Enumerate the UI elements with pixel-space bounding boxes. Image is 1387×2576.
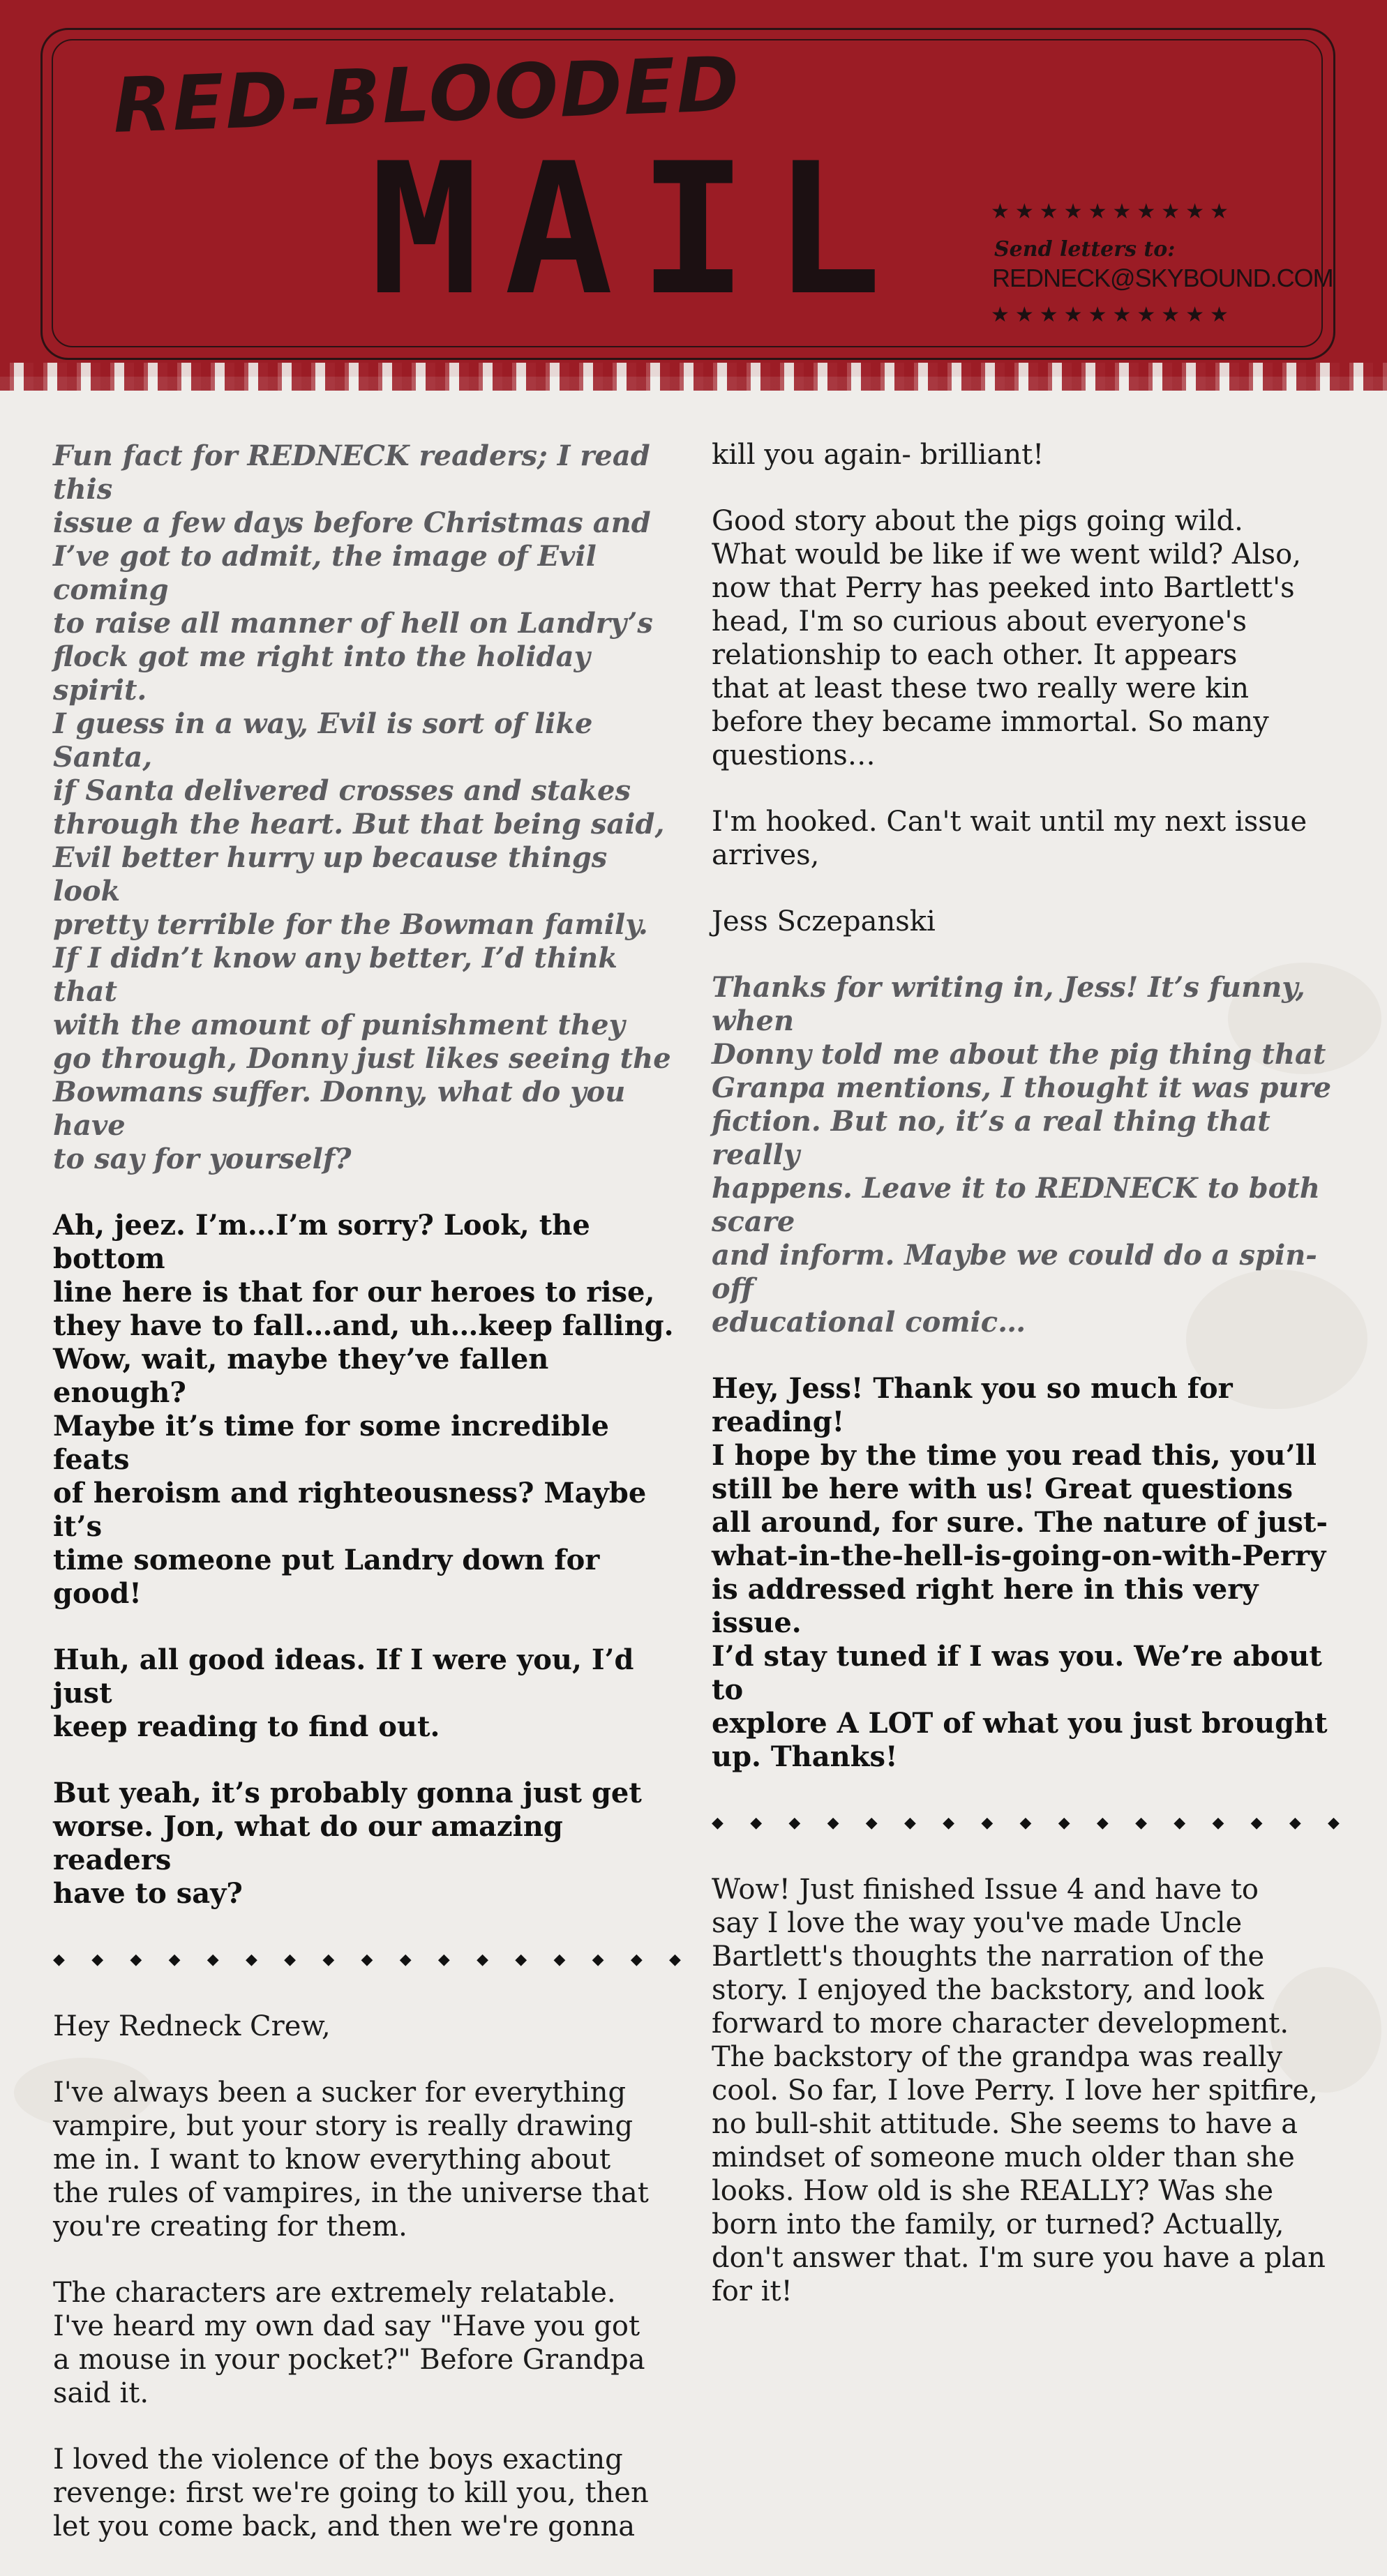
divider-diamond: ◆: [477, 1951, 488, 1968]
divider-diamond: ◆: [865, 1814, 878, 1832]
divider-diamond: ◆: [592, 1951, 604, 1968]
divider-diamond: ◆: [1250, 1814, 1263, 1832]
divider-diamond: ◆: [630, 1951, 643, 1968]
editor-reply: But yeah, it’s probably gonna just get worse. Jon, what do our amazing readers have to say?: [53, 1777, 642, 1910]
divider-diamond: ◆: [981, 1814, 994, 1832]
divider-diamond: ◆: [437, 1951, 450, 1968]
divider-diamond: ◆: [322, 1951, 335, 1968]
reader-letter: Jess Sczepanski: [712, 905, 936, 937]
divider-diamond: ◆: [1289, 1814, 1301, 1832]
title-mail: MAIL: [370, 125, 908, 336]
editor-reply: Ah, jeez. I’m…I’m sorry? Look, the bottom line here is that for our heroes to rise, they have to fall…and, uh…keep falling. Wow, wait, maybe they’ve fallen enough? Maybe it’s time for some incredible feats of heroism and righteousness? Maybe it’s time someone put Landry down for good!: [53, 1209, 674, 1610]
editor-question: Thanks for writing in, Jess! It’s funny, when Donny told me about the pig thing that Granpa mentions, I thought it was pure fiction. But no, it’s a real thing that really happens. Leave it to REDNECK to both scare and inform. Maybe we could do a spin-off educational comic…: [712, 971, 1332, 1339]
divider-diamond: ◆: [553, 1951, 566, 1968]
editor-reply: Hey, Jess! Thank you so much for reading! I hope by the time you read this, you’ll still be here with us! Great questions all around, for sure. The nature of just- what-in-the-hell-is-going-on-with-Perry is addressed right here in this very issue. I’d stay tuned if I was you. We’re about to explore A LOT of what you just brought up. Thanks!: [712, 1372, 1328, 1773]
header-torn-edge: [0, 363, 1387, 391]
divider-diamond: ◆: [1058, 1814, 1070, 1832]
reader-letter: Good story about the pigs going wild. What would be like if we went wild? Also, now that Perry has peeked into Bartlett's head, I'm so curious about everyone's relationship to each other. It appears that at least these two really were kin before they became immortal. So many questions…: [712, 505, 1301, 771]
title-red-blooded: RED-BLOODED: [112, 40, 742, 150]
reader-letter: I'm hooked. Can't wait until my next issue arrives,: [712, 806, 1307, 871]
stars-bottom: ★★★★★★★★★★: [991, 303, 1234, 327]
divider-diamond: ◆: [515, 1951, 527, 1968]
section-divider: [712, 1807, 1340, 1840]
divider-diamond: ◆: [1096, 1814, 1109, 1832]
divider-diamond: ◆: [1328, 1814, 1340, 1832]
divider-diamond: ◆: [788, 1814, 801, 1832]
divider-diamond: ◆: [245, 1951, 257, 1968]
divider-diamond: ◆: [399, 1951, 412, 1968]
divider-diamond: ◆: [1174, 1814, 1186, 1832]
reader-letter: I loved the violence of the boys exacting revenge: first we're going to kill you, then let you come back, and then we're gonna: [53, 2443, 649, 2543]
reader-letter: kill you again- brilliant!: [712, 439, 1044, 471]
reader-letter: I've always been a sucker for everything vampire, but your story is really drawing me in. I want to know everything about the rules of vampires, in the universe that you're creating for them.: [53, 2077, 649, 2243]
divider-diamond: ◆: [1212, 1814, 1224, 1832]
divider-diamond: ◆: [284, 1951, 297, 1968]
divider-diamond: ◆: [91, 1951, 104, 1968]
divider-diamond: ◆: [750, 1814, 763, 1832]
divider-diamond: ◆: [943, 1814, 955, 1832]
reader-letter: Hey Redneck Crew,: [53, 2010, 331, 2042]
divider-diamond: ◆: [130, 1951, 142, 1968]
divider-diamond: ◆: [207, 1951, 219, 1968]
right-column: [712, 438, 1340, 2341]
divider-diamond: ◆: [712, 1814, 724, 1832]
divider-diamond: ◆: [669, 1951, 681, 1968]
editor-reply: Huh, all good ideas. If I were you, I’d just keep reading to find out.: [53, 1643, 634, 1743]
send-letters-label: Send letters to:: [994, 237, 1176, 262]
stars-top: ★★★★★★★★★★: [991, 199, 1234, 224]
divider-diamond: ◆: [1135, 1814, 1147, 1832]
email-address: REDNECK@SKYBOUND.COM: [992, 264, 1333, 292]
editor-question: Fun fact for REDNECK readers; I read this issue a few days before Christmas and I’ve got to admit, the image of Evil coming to raise all manner of hell on Landry’s flock got me right into the holiday spirit. I guess in a way, Evil is sort of like Santa, if Santa delivered crosses and stakes through the heart. But that being said, Evil better hurry up because things look pretty terrible for the Bowman family. If I didn’t know any better, I’d think that with the amount of punishment they go through, Donny just likes seeing the Bowmans suffer. Donny, what do you have to say for yourself?: [53, 439, 671, 1175]
divider-diamond: ◆: [1019, 1814, 1032, 1832]
reader-letter: The characters are extremely relatable. I've heard my own dad say "Have you got a mouse in your pocket?" Before Grandpa said it.: [53, 2277, 645, 2409]
divider-diamond: ◆: [361, 1951, 373, 1968]
divider-diamond: ◆: [168, 1951, 181, 1968]
section-divider: [53, 1943, 681, 1977]
divider-diamond: ◆: [904, 1814, 916, 1832]
reader-letter: Wow! Just finished Issue 4 and have to say I love the way you've made Uncle Bartlett's thoughts the narration of the story. I enjoyed the backstory, and look forward to more character development. The backstory of the grandpa was really cool. So far, I love Perry. I love her spitfire, no bull-shit attitude. She seems to have a mindset of someone much older than she looks. How old is she REALLY? Was she born into the family, or turned? Actually, don't answer that. I'm sure you have a plan for it!: [712, 1874, 1326, 2307]
divider-diamond: ◆: [827, 1814, 839, 1832]
left-column: [53, 439, 681, 2576]
header-banner: [0, 0, 1387, 377]
divider-diamond: ◆: [53, 1951, 65, 1968]
